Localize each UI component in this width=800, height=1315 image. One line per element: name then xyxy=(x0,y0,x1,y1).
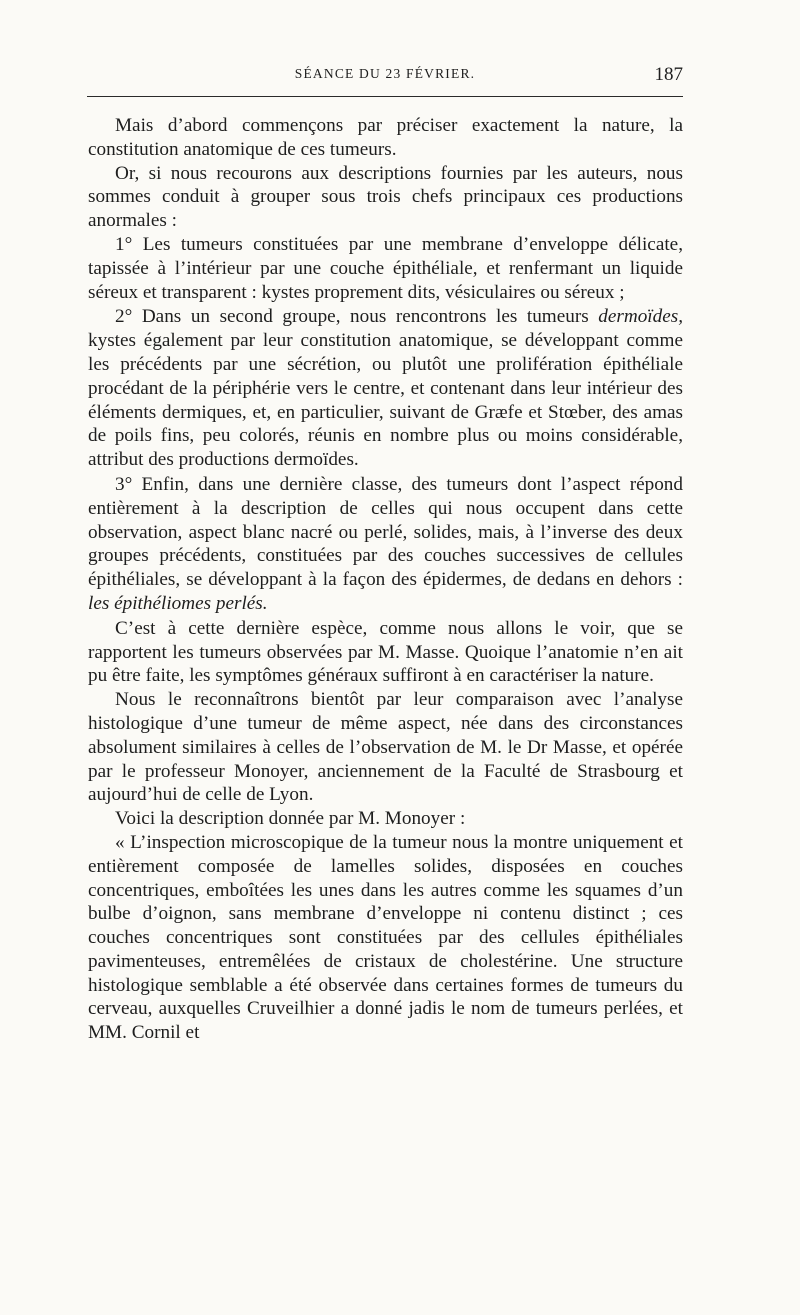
term-dermoides: dermoïdes, xyxy=(598,306,683,328)
page-header xyxy=(87,64,683,88)
paragraph-quotation: « L’inspection microscopique de la tumeur nous la montre uniquement et entièrement composée de lamelles solides, disposées en couches concentriques, emboîtées les unes dans les autres comme les squames d’un bulbe d’oignon, sans membrane d’enveloppe ni contenu distinct ; ces couches concentriques sont constituées par des cellules épithéliales pavimenteuses, entremêlées de cristaux de cholestérine. Une structure histologique semblable a été observée dans certaines formes de tumeurs du cerveau, auxquelles Cruveilhier a donné jadis le nom de tumeurs perlées, et MM. Cornil et xyxy=(88,831,683,1044)
paragraph-group-3-lead: 3° Enfin, dans une dernière classe, des tumeurs dont l’aspect répond entièrement à la description de celles qui nous occupent dans cette observation, aspect blanc nacré ou perlé, solides, mais, à l’inverse des deux groupes précédents, constituées par des couches successives de cellules épithéliales, se développant à la façon des épidermes, de dedans en dehors : xyxy=(88,473,683,591)
paragraph-authors: Or, si nous recourons aux descriptions fournies par les auteurs, nous sommes conduit à grouper sous trois chefs principaux ces productions anormales : xyxy=(88,162,683,232)
term-epitheliomes-perles: les épithéliomes perlés. xyxy=(88,592,268,614)
body-text xyxy=(88,114,683,1045)
paragraph-group-2 xyxy=(88,305,683,473)
paragraph-group-3 xyxy=(88,473,683,617)
paragraph-group-1: 1° Les tumeurs constituées par une membrane d’enveloppe délicate, tapissée à l’intérieur par une couche épithéliale, et renfermant un liquide séreux et transparent : kystes proprement dits, vésiculaires ou séreux ; xyxy=(88,233,683,303)
paragraph-monoyer: Nous le reconnaîtrons bientôt par leur comparaison avec l’analyse histologique d’une tumeur de même aspect, née dans des circonstances absolument similaires à celles de l’observation de M. le Dr Masse, et opérée par le professeur Monoyer, anciennement de la Faculté de Strasbourg et aujourd’hui de celle de Lyon. xyxy=(88,689,683,806)
paragraph-group-2-rest: kystes également par leur constitution anatomique, se développant comme les précédents par une sécrétion, ou plutôt une prolifération épithéliale procédant de la périphérie vers le centre, et contenant dans leur intérieur des éléments dermiques, et, en particulier, suivant de Græfe et Stœber, des amas de poils fins, peu colorés, réunis en nombre plus ou moins considérable, attribut des productions dermoïdes. xyxy=(88,330,683,471)
paragraph-masse: C’est à cette dernière espèce, comme nous allons le voir, que se rapportent les tumeurs observées par M. Masse. Quoique l’anatomie n’en ait pu être faite, les symptômes généraux suffiront à en caractériser la nature. xyxy=(88,617,683,687)
page-number: 187 xyxy=(654,64,683,85)
paragraph-group-2-lead: 2° Dans un second groupe, nous rencontrons les tumeurs xyxy=(115,306,599,328)
paragraph-intro: Mais d’abord commençons par préciser exactement la nature, la constitution anatomique de ces tumeurs. xyxy=(88,115,683,160)
header-rule xyxy=(87,96,683,97)
running-title: SÉANCE DU 23 FÉVRIER. xyxy=(294,66,476,81)
paragraph-description-intro: Voici la description donnée par M. Monoyer : xyxy=(115,808,466,830)
